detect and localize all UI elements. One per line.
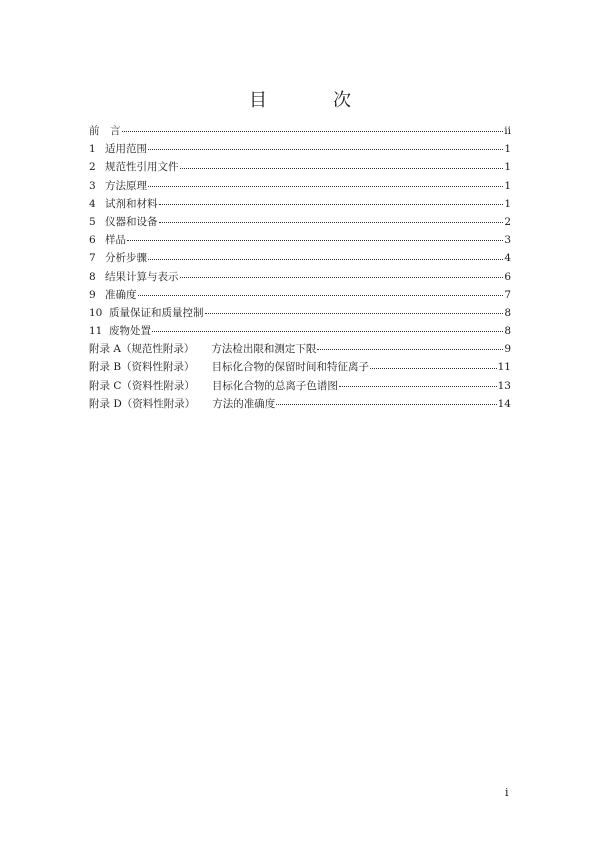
toc-entry-label: 废物处置 (109, 325, 151, 338)
toc-entry-page: 1 (504, 143, 511, 156)
toc-entry-label: 试剂和材料 (105, 197, 158, 210)
toc-entry-page: 7 (504, 288, 511, 301)
toc-entry-label: 准确度 (105, 288, 137, 301)
dot-leader (159, 222, 504, 223)
toc-entry[interactable] (89, 231, 511, 249)
toc-entry-page: 1 (504, 179, 511, 192)
appendix-title: 方法的准确度 (212, 397, 276, 410)
toc-entry-page: 11 (497, 361, 511, 374)
appendix-title: 方法检出限和测定下限 (211, 343, 317, 356)
toc-appendix-entry[interactable] (89, 358, 511, 376)
dot-leader (138, 295, 504, 296)
toc-entry-preface[interactable] (89, 122, 511, 140)
dot-leader (148, 186, 503, 187)
toc-entry[interactable] (89, 249, 511, 267)
dot-leader (276, 404, 496, 405)
appendix-name: 附录 D（资料性附录） (89, 397, 196, 410)
appendix-name: 附录 B（资料性附录） (89, 361, 195, 374)
toc-entry[interactable] (89, 213, 511, 231)
dot-leader (370, 368, 497, 369)
dot-leader (317, 349, 503, 350)
toc-entry-label: 方法原理 (105, 179, 147, 192)
toc-entry-label: 分析步骤 (105, 252, 147, 265)
toc-entry-page: 1 (504, 161, 511, 174)
toc-entry-label: 仪器和设备 (105, 215, 158, 228)
dot-leader (152, 331, 503, 332)
dot-leader (148, 149, 503, 150)
toc-entry[interactable] (89, 304, 511, 322)
dot-leader (122, 131, 504, 132)
toc-entry-label: 样品 (105, 234, 126, 247)
toc-entry-number: 6 (89, 234, 96, 247)
dot-leader (127, 240, 503, 241)
toc-entry-page: ii (504, 125, 511, 137)
toc-entry-page: 8 (504, 325, 511, 338)
dot-leader (148, 259, 503, 260)
toc-entry-number: 8 (89, 270, 96, 283)
toc-entry-page: 8 (504, 306, 511, 319)
appendix-name: 附录 C（资料性附录） (89, 379, 195, 392)
toc-entry-number: 11 (89, 325, 103, 338)
toc-appendix-entry[interactable] (89, 395, 511, 413)
toc-entry-number: 5 (89, 215, 96, 228)
toc-entry-label: 结果计算与表示 (105, 270, 179, 283)
toc-entry-number: 9 (89, 288, 96, 301)
toc-entry-number: 10 (89, 306, 103, 319)
toc-entry-number: 3 (89, 179, 96, 192)
toc-entry-number: 1 (89, 143, 96, 156)
toc-entry-number: 4 (89, 197, 96, 210)
toc-entry[interactable] (89, 177, 511, 195)
toc-entry-page: 4 (504, 252, 511, 265)
toc-entry[interactable] (89, 158, 511, 176)
toc-entry-page: 13 (497, 379, 511, 392)
toc-appendix-entry[interactable] (89, 377, 511, 395)
toc-entry[interactable] (89, 140, 511, 158)
toc-entry[interactable] (89, 268, 511, 286)
toc-entry-number: 7 (89, 252, 96, 265)
dot-leader (180, 168, 504, 169)
toc-entry-page: 14 (497, 397, 511, 410)
toc-entry-page: 6 (504, 270, 511, 283)
appendix-title: 目标化合物的总离子色谱图 (211, 379, 338, 392)
toc-appendix-entry[interactable] (89, 340, 511, 358)
toc-entry[interactable] (89, 322, 511, 340)
appendix-title: 目标化合物的保留时间和特征离子 (211, 361, 370, 374)
toc-entry[interactable] (89, 195, 511, 213)
page-title: 目 次 (249, 90, 375, 111)
dot-leader (180, 277, 504, 278)
toc-entry-page: 9 (504, 343, 511, 356)
toc-entry-label: 适用范围 (105, 143, 147, 156)
toc-entry[interactable] (89, 286, 511, 304)
page-number: i (505, 786, 509, 799)
appendix-name: 附录 A（规范性附录） (89, 343, 195, 356)
toc-entry-label: 规范性引用文件 (105, 161, 179, 174)
toc-entry-number: 2 (89, 161, 96, 174)
toc-entry-label: 前 言 (89, 125, 121, 137)
dot-leader (205, 313, 504, 314)
table-of-contents (89, 122, 511, 413)
toc-entry-page: 3 (504, 234, 511, 247)
toc-entry-page: 1 (504, 197, 511, 210)
dot-leader (159, 204, 504, 205)
toc-entry-page: 2 (504, 215, 511, 228)
toc-entry-label: 质量保证和质量控制 (109, 306, 204, 319)
dot-leader (339, 386, 497, 387)
